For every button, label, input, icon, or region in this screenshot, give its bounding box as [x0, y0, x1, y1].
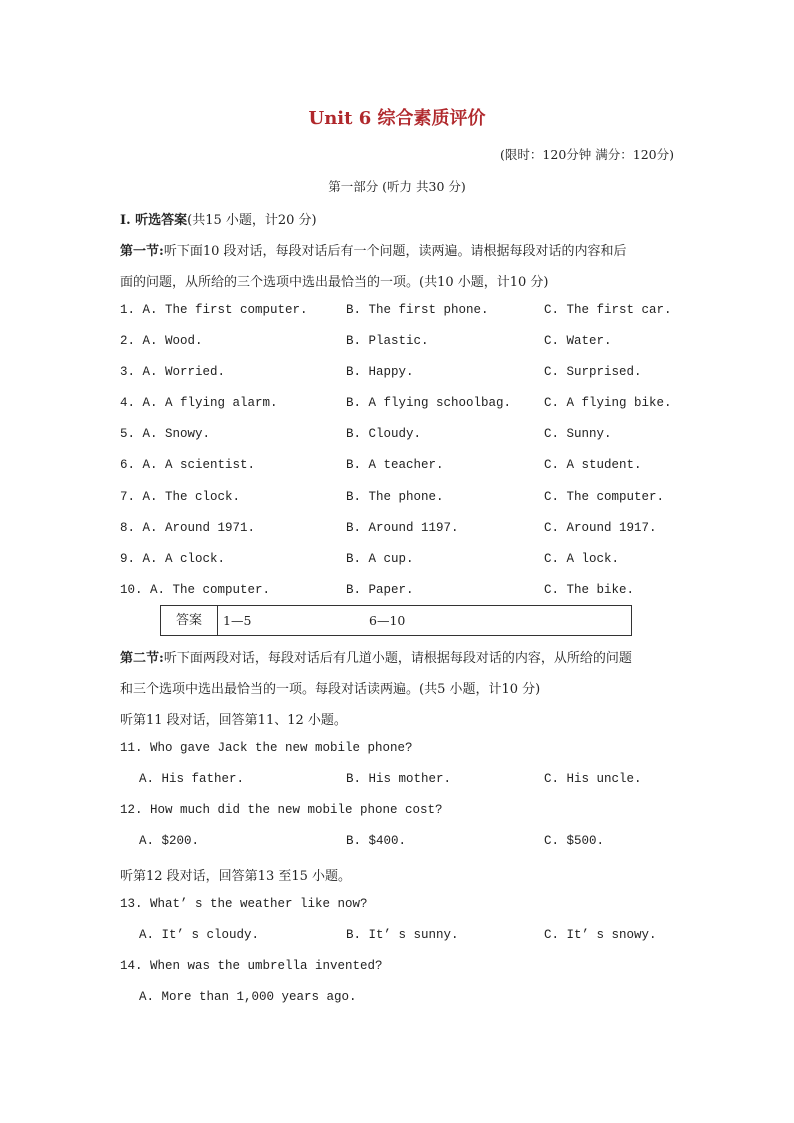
- question-3-option-c: C. Surprised.: [544, 365, 642, 379]
- answer-range-1: 1—5: [223, 613, 252, 628]
- subsection1-label: 第一节:: [120, 244, 164, 259]
- question-7-option-c: C. The computer.: [544, 490, 665, 504]
- question-2-option-b: B. Plastic.: [346, 334, 429, 348]
- question-5-option-b: B. Cloudy.: [346, 427, 422, 441]
- question-8-option-c: C. Around 1917.: [544, 521, 657, 535]
- dialog-11-instruction: 听第11 段对话，回答第11、12 小题。: [120, 713, 347, 728]
- question-13-option-c: C. It’ s snowy.: [544, 928, 657, 942]
- question-3-option-a: 3. A. Worried.: [120, 365, 226, 379]
- question-6-option-a: 6. A. A scientist.: [120, 458, 256, 472]
- question-11-option-c: C. His uncle.: [544, 772, 642, 786]
- subsection2-instructions-line1: [120, 647, 680, 666]
- question-8-option-a: 8. A. Around 1971.: [120, 521, 256, 535]
- question-8-option-b: B. Around 1197.: [346, 521, 459, 535]
- subsection1-text-line1: 听下面10 段对话，每段对话后有一个问题，读两遍。请根据每段对话的内容和后: [163, 244, 627, 259]
- question-4-option-c: C. A flying bike.: [544, 396, 672, 410]
- question-13-option-b: B. It’ s sunny.: [346, 928, 459, 942]
- question-1-option-b: B. The first phone.: [346, 303, 489, 317]
- answer-range-2: 6—10: [369, 613, 406, 628]
- question-10-option-a: 10. A. The computer.: [120, 583, 271, 597]
- question-12-option-a: A. $200.: [139, 834, 200, 848]
- question-5-option-c: C. Sunny.: [544, 427, 612, 441]
- section-info: (共15 小题，计20 分): [187, 213, 317, 228]
- subsection2-text-line1: 听下面两段对话，每段对话后有几道小题，请根据每段对话的内容，从所给的问题: [163, 651, 632, 666]
- question-12: 12. How much did the new mobile phone cost?: [120, 803, 443, 817]
- question-1-option-a: 1. A. The first computer.: [120, 303, 308, 317]
- question-1-option-c: C. The first car.: [544, 303, 672, 317]
- answer-table-label: 答案: [161, 606, 218, 635]
- question-11-option-a: A. His father.: [139, 772, 245, 786]
- question-7-option-b: B. The phone.: [346, 490, 444, 504]
- question-4-option-b: B. A flying schoolbag.: [346, 396, 512, 410]
- question-13: 13. What’ s the weather like now?: [120, 897, 368, 911]
- subsection1-instructions-line2: 面的问题，从所给的三个选项中选出最恰当的一项。(共10 小题，计10 分): [120, 275, 549, 290]
- time-score-limit: (限时：120分钟 满分：120分): [500, 147, 674, 162]
- question-10-option-b: B. Paper.: [346, 583, 414, 597]
- answer-table: [160, 605, 632, 636]
- question-12-option-b: B. $400.: [346, 834, 407, 848]
- question-6-option-c: C. A student.: [544, 458, 642, 472]
- section-label: I. 听选答案: [120, 213, 188, 228]
- question-10-option-c: C. The bike.: [544, 583, 635, 597]
- part-heading: 第一部分 (听力 共30 分): [328, 179, 466, 194]
- question-11: 11. Who gave Jack the new mobile phone?: [120, 741, 413, 755]
- question-7-option-a: 7. A. The clock.: [120, 490, 241, 504]
- question-2-option-a: 2. A. Wood.: [120, 334, 203, 348]
- page-title: Unit 6 综合素质评价: [308, 108, 486, 129]
- question-5-option-a: 5. A. Snowy.: [120, 427, 211, 441]
- question-9-option-a: 9. A. A clock.: [120, 552, 226, 566]
- question-12-option-c: C. $500.: [544, 834, 605, 848]
- question-2-option-c: C. Water.: [544, 334, 612, 348]
- question-6-option-b: B. A teacher.: [346, 458, 444, 472]
- subsection2-label: 第二节:: [120, 651, 164, 666]
- question-9-option-c: C. A lock.: [544, 552, 620, 566]
- question-14-option-a: A. More than 1,000 years ago.: [139, 990, 357, 1004]
- question-14: 14. When was the umbrella invented?: [120, 959, 383, 973]
- subsection1-instructions-line1: [120, 240, 680, 259]
- question-13-option-a: A. It’ s cloudy.: [139, 928, 260, 942]
- section-heading: [120, 209, 680, 228]
- question-4-option-a: 4. A. A flying alarm.: [120, 396, 278, 410]
- question-11-option-b: B. His mother.: [346, 772, 452, 786]
- question-9-option-b: B. A cup.: [346, 552, 414, 566]
- dialog-12-instruction: 听第12 段对话，回答第13 至15 小题。: [120, 869, 352, 884]
- subsection2-instructions-line2: 和三个选项中选出最恰当的一项。每段对话读两遍。(共5 小题，计10 分): [120, 682, 541, 697]
- question-3-option-b: B. Happy.: [346, 365, 414, 379]
